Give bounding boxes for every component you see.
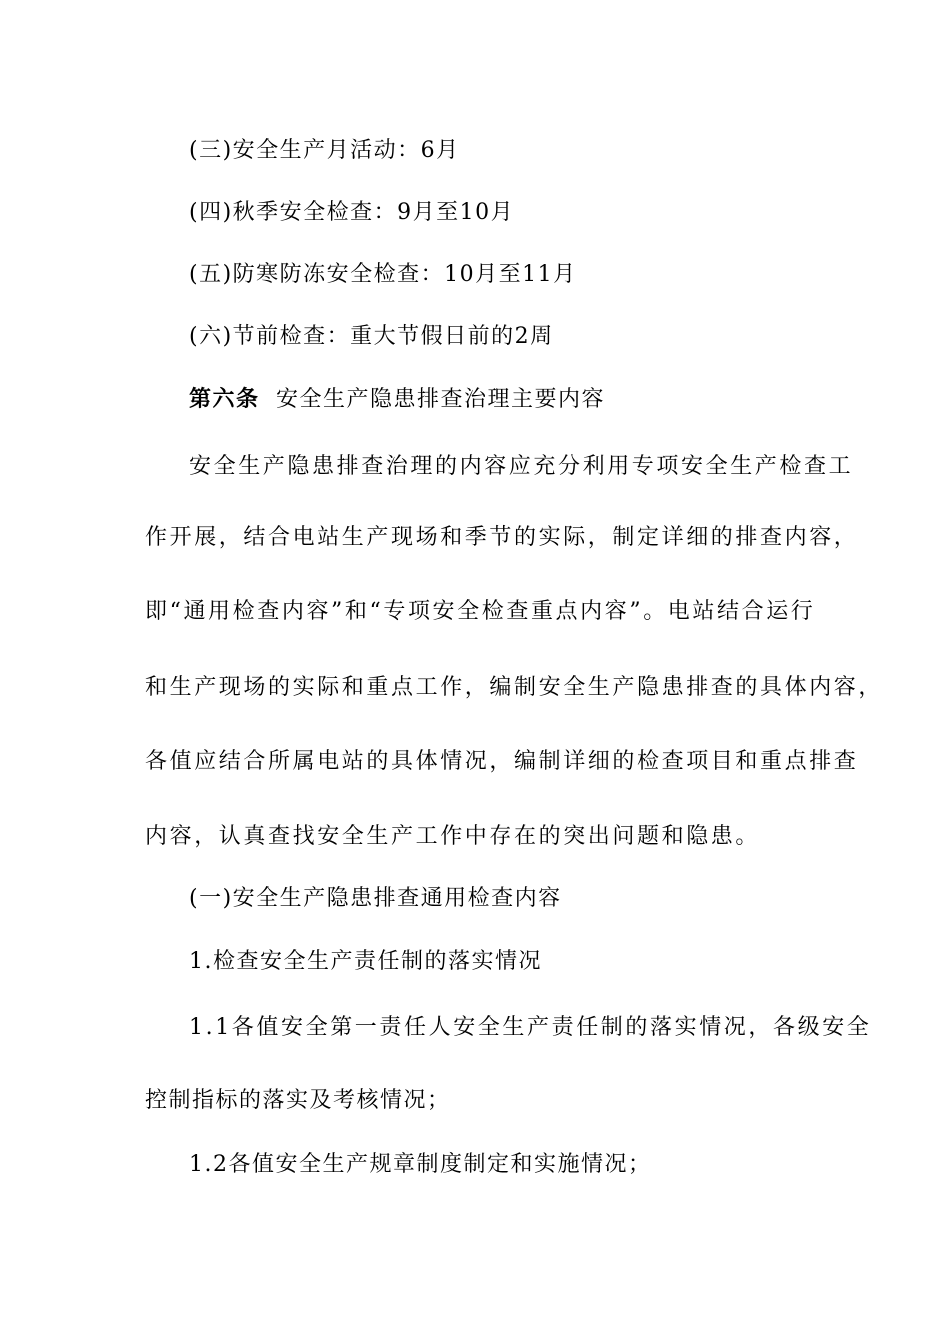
- article-label: 第六条: [189, 387, 260, 412]
- item-1-1-line: 控制指标的落实及考核情况；: [145, 1088, 451, 1113]
- paragraph-line: 内容，认真查找安全生产工作中存在的突出问题和隐患。: [145, 824, 761, 849]
- subheading-general-check: (一)安全生产隐患排查通用检查内容: [189, 886, 562, 911]
- schedule-line-safety-month: (三)安全生产月活动：6月: [189, 138, 460, 163]
- schedule-line-winter-check: (五)防寒防冻安全检查：10月至11月: [189, 262, 577, 287]
- item-1-1-line: 1.1各值安全第一责任人安全生产责任制的落实情况，各级安全: [189, 1015, 872, 1040]
- paragraph-line: 作开展，结合电站生产现场和季节的实际，制定详细的排查内容，: [145, 525, 859, 550]
- schedule-line-autumn-check: (四)秋季安全检查：9月至10月: [189, 200, 515, 225]
- article-heading: [189, 385, 869, 415]
- paragraph-line: 和生产现场的实际和重点工作，编制安全生产隐患排查的具体内容，: [145, 675, 884, 700]
- article-title: 安全生产隐患排查治理主要内容: [276, 387, 606, 412]
- schedule-line-holiday-check: (六)节前检查：重大节假日前的2周: [189, 324, 554, 349]
- paragraph-line: 各值应结合所属电站的具体情况，编制详细的检查项目和重点排查: [145, 749, 859, 774]
- item-1: 1.检查安全生产责任制的落实情况: [189, 949, 542, 974]
- paragraph-line: 即“通用检查内容”和“专项安全检查重点内容”。电站结合运行: [145, 599, 816, 624]
- item-1-2: 1.2各值安全生产规章制度制定和实施情况；: [189, 1152, 652, 1177]
- paragraph-line: 安全生产隐患排查治理的内容应充分利用专项安全生产检查工: [189, 454, 854, 479]
